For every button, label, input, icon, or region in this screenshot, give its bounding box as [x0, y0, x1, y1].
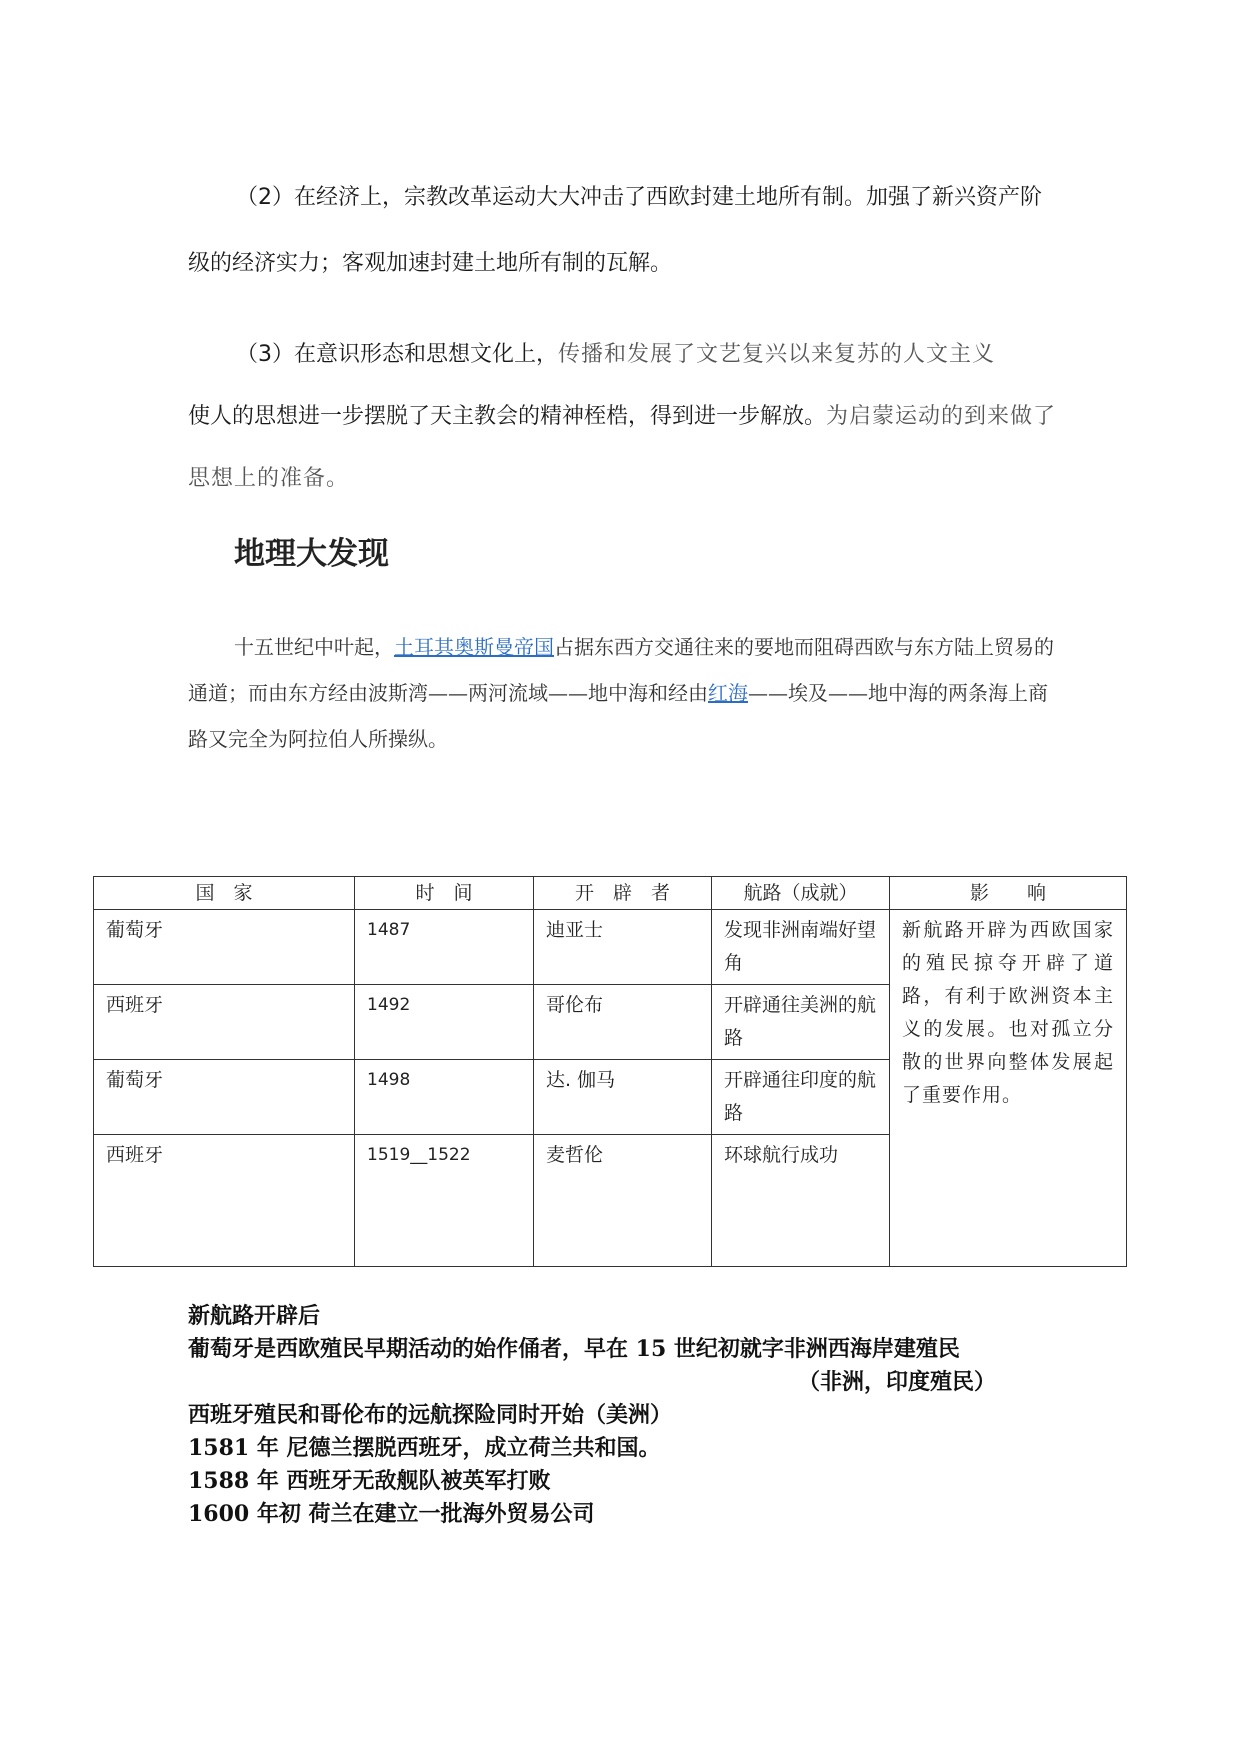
- summary-line: 1588 年 西班牙无敌舰队被英军打败: [188, 1468, 551, 1494]
- cell-route: 开辟通往美洲的航路: [712, 985, 890, 1060]
- cell-impact: 新航路开辟为西欧国家的殖民掠夺开辟了道路，有利于欧洲资本主义的发展。也对孤立分散的世界向整体发展起了重要作用。: [890, 910, 1127, 1267]
- summary-line: 葡萄牙是西欧殖民早期活动的始作俑者，早在 15 世纪初就字非洲西海岸建殖民: [188, 1336, 960, 1362]
- intro-text: 十五世纪中叶起，: [234, 635, 394, 659]
- intro-text: ——埃及——地中海的两条海上商路又完全为阿拉伯人所操纵。: [188, 681, 1048, 751]
- paragraph-number: （3）: [236, 342, 294, 367]
- cell-time: 1487: [355, 910, 534, 985]
- paragraph-culture: [188, 324, 1058, 510]
- paragraph-number: （2）: [236, 185, 294, 210]
- summary-line: 西班牙殖民和哥伦布的远航探险同时开始（美洲）: [188, 1402, 673, 1428]
- intro-paragraph: [188, 624, 1058, 762]
- cell-country: 西班牙: [94, 1135, 355, 1267]
- cell-country: 葡萄牙: [94, 910, 355, 985]
- paragraph-text: 传播和发展了文艺复兴以来复苏的人文主义: [558, 342, 996, 367]
- link-red-sea[interactable]: 红海: [708, 681, 748, 705]
- header-country: 国 家: [94, 877, 355, 910]
- cell-time: 1492: [355, 985, 534, 1060]
- header-impact: 影 响: [890, 877, 1127, 910]
- cell-pioneer: 达. 伽马: [534, 1060, 712, 1135]
- table-row: [94, 910, 1127, 985]
- cell-pioneer: 迪亚士: [534, 910, 712, 985]
- header-time: 时 间: [355, 877, 534, 910]
- paragraph-economy: [188, 165, 1058, 297]
- section-heading: 地理大发现: [234, 536, 389, 572]
- cell-pioneer: 哥伦布: [534, 985, 712, 1060]
- cell-time: 1498: [355, 1060, 534, 1135]
- summary-line: （非洲，印度殖民）: [798, 1369, 997, 1395]
- link-ottoman-empire[interactable]: 土耳其奥斯曼帝国: [394, 635, 554, 659]
- header-pioneer: 开 辟 者: [534, 877, 712, 910]
- summary-line: 新航路开辟后: [188, 1303, 321, 1329]
- table-header-row: [94, 877, 1127, 910]
- voyages-table: [93, 876, 1127, 1267]
- summary-line: 1581 年 尼德兰摆脱西班牙，成立荷兰共和国。: [188, 1435, 661, 1461]
- paragraph-text: 使人的思想进一步摆脱了天主教会的精神桎梏，得到进一步解放。: [188, 404, 827, 429]
- cell-pioneer: 麦哲伦: [534, 1135, 712, 1267]
- cell-country: 西班牙: [94, 985, 355, 1060]
- header-route: 航路（成就）: [712, 877, 890, 910]
- cell-time: 1519__1522: [355, 1135, 534, 1267]
- paragraph-text: 在经济上，宗教改革运动大大冲击了西欧封建土地所有制。加强了新兴资产阶级的经济实力；客观加速封建土地所有制的瓦解。: [188, 185, 1043, 276]
- summary-line: 1600 年初 荷兰在建立一批海外贸易公司: [188, 1501, 595, 1527]
- intro-text: 占据东西方交通往来的要地而阻碍西欧与东方陆上贸易的通道；而由东方经由波斯湾——两河流域——地中海和经由: [188, 635, 1054, 705]
- paragraph-text: 为启蒙运动的到来做了思想上的准备。: [188, 404, 1057, 491]
- cell-route: 环球航行成功: [712, 1135, 890, 1267]
- paragraph-text: 在意识形态和思想文化上，: [294, 342, 559, 367]
- cell-country: 葡萄牙: [94, 1060, 355, 1135]
- cell-route: 发现非洲南端好望角: [712, 910, 890, 985]
- summary-notes: [188, 1300, 1088, 1531]
- cell-route: 开辟通往印度的航路: [712, 1060, 890, 1135]
